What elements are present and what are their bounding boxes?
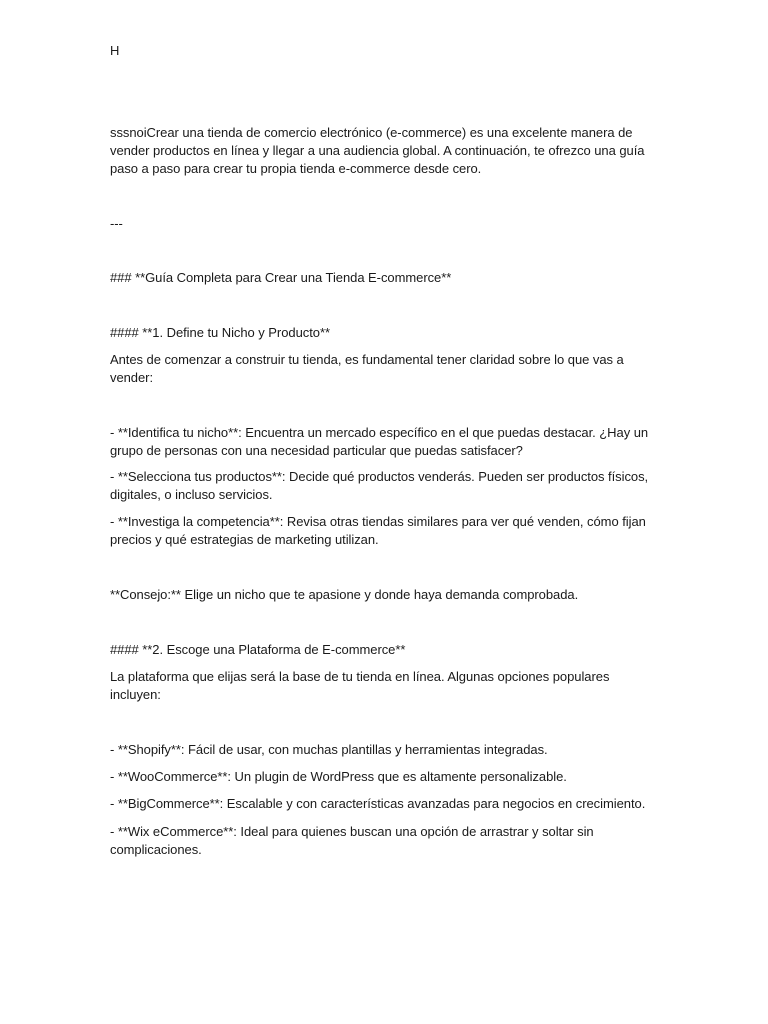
intro-line-1: sssnoiCrear una tienda de comercio electrónico (e-commerce) es una excelente manera de	[110, 125, 633, 140]
main-heading: ### **Guía Completa para Crear una Tienda E-commerce**	[110, 270, 452, 285]
section-1-item-1-line-1: - **Identifica tu nicho**: Encuentra un mercado específico en el que puedas destacar. ¿Hay un	[110, 425, 649, 440]
section-1-intro-line-1: Antes de comenzar a construir tu tienda, es fundamental tener claridad sobre lo que vas a	[110, 352, 624, 367]
section-2-item-3: - **BigCommerce**: Escalable y con características avanzadas para negocios en crecimiento.	[110, 796, 646, 811]
section-2-intro-line-2: incluyen:	[110, 687, 161, 702]
section-1-item-2-line-1: - **Selecciona tus productos**: Decide qué productos venderás. Pueden ser productos físicos,	[110, 469, 649, 484]
separator: ---	[110, 216, 123, 231]
section-2-item-1: - **Shopify**: Fácil de usar, con muchas plantillas y herramientas integradas.	[110, 742, 548, 757]
section-1-intro-line-2: vender:	[110, 370, 154, 385]
intro-line-2: vender productos en línea y llegar a una audiencia global. A continuación, te ofrezco una guía	[110, 143, 645, 158]
header-text: H	[110, 43, 120, 58]
section-2-intro-line-1: La plataforma que elijas será la base de tu tienda en línea. Algunas opciones populares	[110, 669, 610, 684]
section-1-heading: #### **1. Define tu Nicho y Producto**	[110, 325, 330, 340]
section-2-heading: #### **2. Escoge una Plataforma de E-commerce**	[110, 642, 406, 657]
intro-line-3: paso a paso para crear tu propia tienda e-commerce desde cero.	[110, 161, 482, 176]
section-1-item-3-line-2: precios y qué estrategias de marketing utilizan.	[110, 532, 379, 547]
section-2-item-4-line-2: complicaciones.	[110, 842, 202, 857]
section-1-item-2-line-2: digitales, o incluso servicios.	[110, 487, 273, 502]
section-1-item-1-line-2: grupo de personas con una necesidad particular que puedas satisfacer?	[110, 443, 523, 458]
section-1-item-3-line-1: - **Investiga la competencia**: Revisa otras tiendas similares para ver qué venden, cómo fijan	[110, 514, 646, 529]
section-1-tip: **Consejo:** Elige un nicho que te apasione y donde haya demanda comprobada.	[110, 587, 579, 602]
section-2-item-2: - **WooCommerce**: Un plugin de WordPress que es altamente personalizable.	[110, 769, 567, 784]
section-2-item-4-line-1: - **Wix eCommerce**: Ideal para quienes buscan una opción de arrastrar y soltar sin	[110, 824, 594, 839]
